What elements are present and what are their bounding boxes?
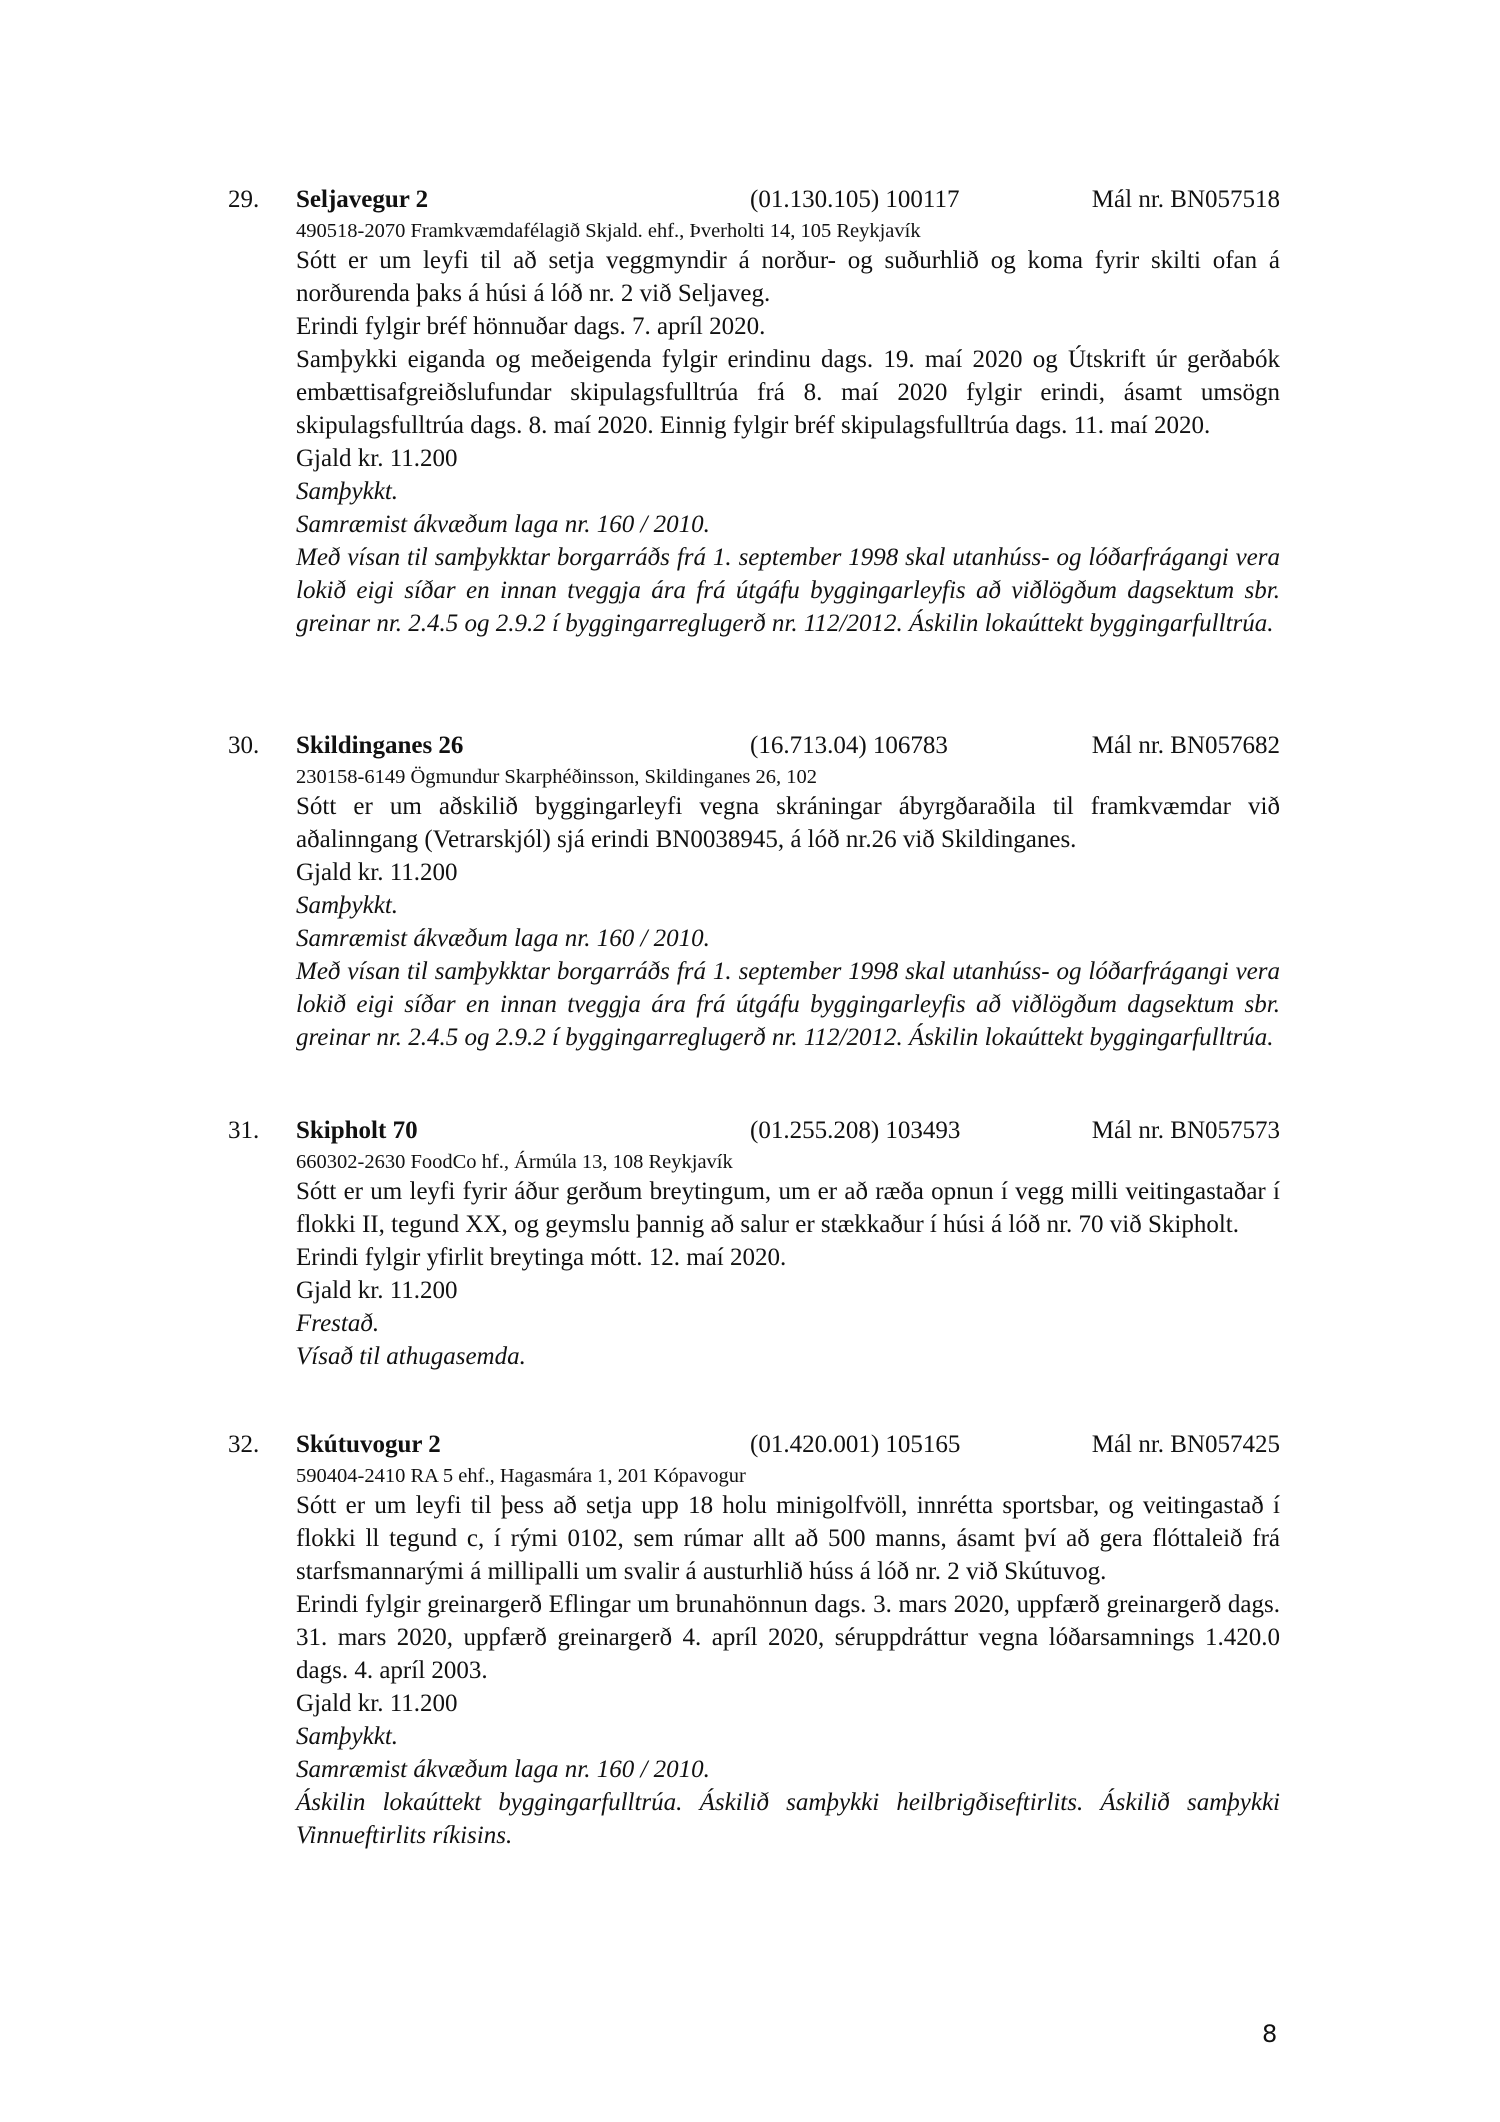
case-reference: Mál nr. BN057573 [1091,1117,1280,1144]
decision-line: Samþykkt. [296,1723,399,1750]
fee-line: Gjald kr. 11.200 [296,1277,458,1304]
decision-line: Áskilin lokaúttekt byggingarfulltrúa. Áskilið samþykki heilbrigðiseftirlits. Áskilið samþykki Vinnueftirlits ríkisins. [296,1789,1280,1849]
decision-line: Samræmist ákvæðum laga nr. 160 / 2010. [296,1756,710,1783]
entry-body [296,218,1280,640]
land-reference: (01.420.001) 105165 [750,1431,961,1458]
decision-line: Vísað til athugasemda. [296,1343,526,1370]
paragraph: Erindi fylgir bréf hönnuðar dags. 7. apríl 2020. [296,313,766,340]
entry-body [296,1149,1280,1373]
fee-line: Gjald kr. 11.200 [296,1690,458,1717]
decision-line: Samþykkt. [296,892,399,919]
applicant-line: 490518-2070 Framkvæmdafélagið Skjald. ehf., Þverholti 14, 105 Reykjavík [296,220,921,242]
entry-number: 31. [228,1117,260,1144]
paragraph: Erindi fylgir yfirlit breytinga mótt. 12. maí 2020. [296,1244,787,1271]
decision-line: Samþykkt. [296,478,399,505]
entry-header [228,1113,1280,1149]
entry-header [228,728,1280,764]
entry-body [296,764,1280,1054]
paragraph: Sótt er um leyfi fyrir áður gerðum breytingum, um er að ræða opnun í vegg milli veitingastaðar í flokki II, tegund XX, og geymslu þannig að salur er stækkaður í húsi á lóð nr. 70 við Skipholt. [296,1178,1280,1238]
land-reference: (01.255.208) 103493 [750,1117,961,1144]
fee-line: Gjald kr. 11.200 [296,859,458,886]
decision-line: Með vísan til samþykktar borgarráðs frá 1. september 1998 skal utanhúss- og lóðarfrágangi vera lokið eigi síðar en innan tveggja ára frá útgáfu byggingarleyfis að viðlögðum dagsektum sbr. greinar nr. 2.4.5 og 2.9.2 í byggingarreglugerð nr. 112/2012. Áskilin lokaúttekt byggingarfulltrúa. [296,958,1280,1051]
entry-header [228,1427,1280,1463]
entry-address: Skipholt 70 [296,1117,418,1144]
entry-address: Seljavegur 2 [296,186,429,213]
paragraph: Samþykki eiganda og meðeigenda fylgir erindinu dags. 19. maí 2020 og Útskrift úr gerðabók embættisafgreiðslufundar skipulagsfulltrúa frá 8. maí 2020 fylgir erindi, ásamt umsögn skipulagsfulltrúa dags. 8. maí 2020. Einnig fylgir bréf skipulagsfulltrúa dags. 11. maí 2020. [296,346,1280,439]
entry-body [296,1463,1280,1852]
case-entry [228,1427,1280,1852]
applicant-line: 230158-6149 Ögmundur Skarphéðinsson, Skildinganes 26, 102 [296,766,818,788]
entry-address: Skildinganes 26 [296,732,464,759]
land-reference: (01.130.105) 100117 [750,186,960,213]
entry-number: 30. [228,732,260,759]
case-reference: Mál nr. BN057425 [1091,1431,1280,1458]
applicant-line: 660302-2630 FoodCo hf., Ármúla 13, 108 Reykjavík [296,1151,733,1173]
paragraph: Sótt er um leyfi til að setja veggmyndir á norður- og suðurhlið og koma fyrir skilti ofan á norðurenda þaks á húsi á lóð nr. 2 við Seljaveg. [296,247,1280,307]
page-number: 8 [1262,2020,1278,2048]
paragraph: Sótt er um leyfi til þess að setja upp 18 holu minigolfvöll, innrétta sportsbar, og veitingastað í flokki ll tegund c, í rými 0102, sem rúmar allt að 500 manns, ásamt því að gera flóttaleið frá starfsmannarými á millipalli um svalir á austurhlið húss á lóð nr. 2 við Skútuvog. [296,1492,1280,1585]
case-reference: Mál nr. BN057518 [1091,186,1280,213]
decision-line: Samræmist ákvæðum laga nr. 160 / 2010. [296,925,710,952]
entry-header [228,182,1280,218]
paragraph: Erindi fylgir greinargerð Eflingar um brunahönnun dags. 3. mars 2020, uppfærð greinargerð dags. 31. mars 2020, uppfærð greinargerð 4. apríl 2020, séruppdráttur vegna lóðarsamnings 1.420.0 dags. 4. apríl 2003. [296,1591,1280,1684]
case-reference: Mál nr. BN057682 [1091,732,1280,759]
case-entry [228,728,1280,1054]
case-entry [228,182,1280,640]
decision-line: Samræmist ákvæðum laga nr. 160 / 2010. [296,511,710,538]
entry-number: 29. [228,186,260,213]
entry-address: Skútuvogur 2 [296,1431,441,1458]
paragraph: Sótt er um aðskilið byggingarleyfi vegna skráningar ábyrgðaraðila til framkvæmdar við aðalinngang (Vetrarskjól) sjá erindi BN0038945, á lóð nr.26 við Skildinganes. [296,793,1280,853]
case-entry [228,1113,1280,1373]
applicant-line: 590404-2410 RA 5 ehf., Hagasmára 1, 201 Kópavogur [296,1465,746,1487]
fee-line: Gjald kr. 11.200 [296,445,458,472]
entry-number: 32. [228,1431,260,1458]
decision-line: Með vísan til samþykktar borgarráðs frá 1. september 1998 skal utanhúss- og lóðarfrágangi vera lokið eigi síðar en innan tveggja ára frá útgáfu byggingarleyfis að viðlögðum dagsektum sbr. greinar nr. 2.4.5 og 2.9.2 í byggingarreglugerð nr. 112/2012. Áskilin lokaúttekt byggingarfulltrúa. [296,544,1280,637]
land-reference: (16.713.04) 106783 [750,732,948,759]
decision-line: Frestað. [296,1310,380,1337]
